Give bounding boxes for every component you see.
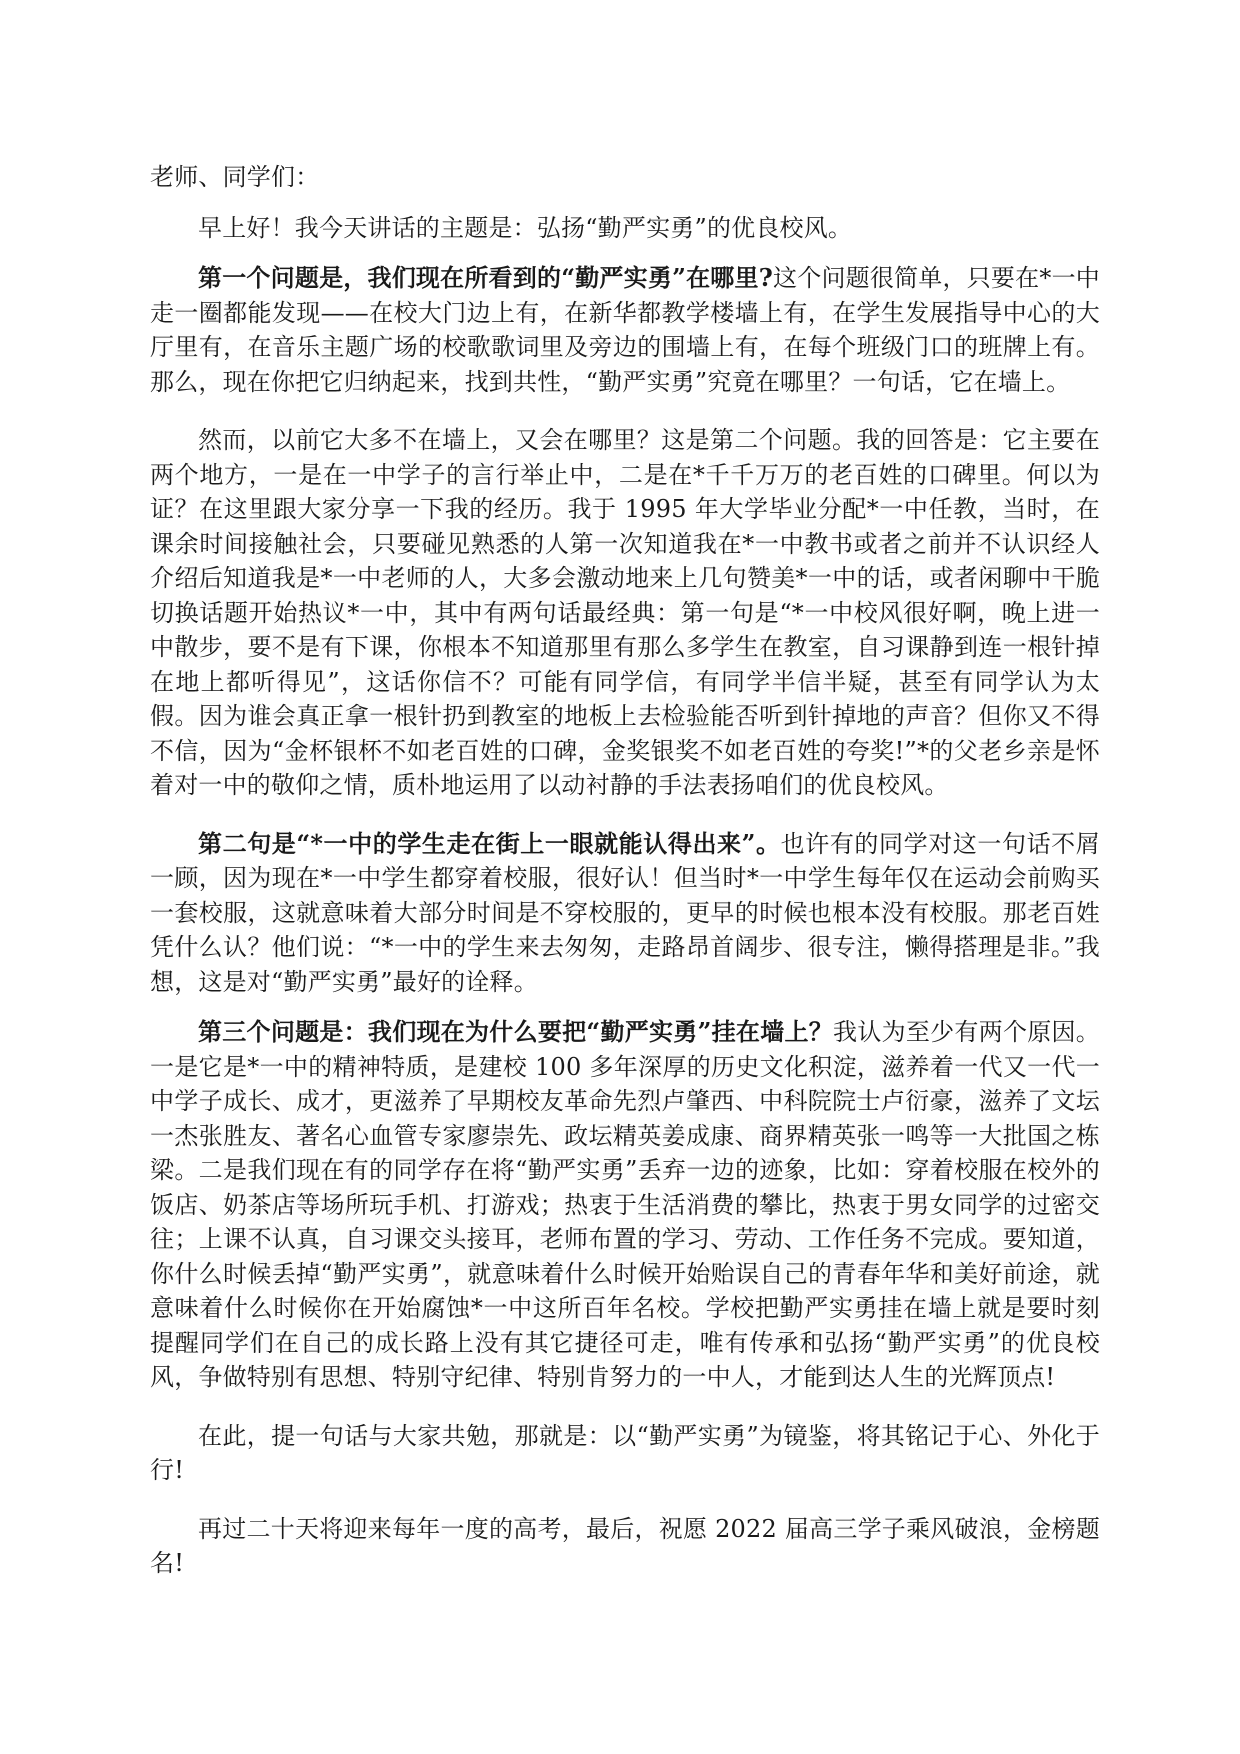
paragraph-text: 然而，以前它大多不在墙上，又会在哪里？这是第二个问题。我的回答是：它主要在两个地方，一是在一中学子的言行举止中，二是在*千千万万的老百姓的口碑里。何以为证？在这里跟大家分享一下我的经历。我于 1995 年大学毕业分配*一中任教，当时，在课余时间接触社会，只要碰见熟悉的人第一次知道我在*一中教书或者之前并不认识经人介绍后知道我是*一中老师的人，大多会激动地来上几句赞美*一中的话，或者闲聊中干脆切换话题开始热议*一中，其中有两句话最经典：第一句是“*一中校风很好啊，晚上进一中散步，要不是有下课，你根本不知道那里有那么多学生在教室，自习课静到连一根针掉在地上都听得见”，这话你信不？可能有同学信，有同学半信半疑，甚至有同学认为太假。因为谁会真正拿一根针扔到教室的地板上去检验能否听到针掉地的声音？但你又不得不信，因为“金杯银杯不如老百姓的口碑，金奖银奖不如老百姓的夸奖!”*的父老乡亲是怀着对一中的敬仰之情，质朴地运用了以动衬静的手法表扬咱们的优良校风。 [150, 426, 1100, 799]
paragraph-text: 再过二十天将迎来每年一度的高考，最后，祝愿 2022 届高三学子乘风破浪，金榜题名! [150, 1514, 1100, 1577]
salutation: 老师、同学们： [150, 163, 320, 191]
paragraph-text: 早上好！我今天讲话的主题是：弘扬“勤严实勇”的优良校风。 [198, 213, 853, 242]
paragraph-question-one [150, 261, 1100, 399]
paragraph-text: 在此，提一句话与大家共勉，那就是：以“勤严实勇”为镜鉴，将其铭记于心、外化于行! [150, 1421, 1100, 1484]
paragraph-second-saying [150, 827, 1100, 1000]
paragraph-lead: 第三个问题是：我们现在为什么要把“勤严实勇”挂在墙上？ [198, 1017, 834, 1046]
paragraph-motto [150, 1419, 1100, 1488]
paragraph-lead: 第二句是“*一中的学生走在街上一眼就能认得出来”。 [198, 828, 781, 858]
paragraph-text: 我认为至少有两个原因。一是它是*一中的精神特质，是建校 100 多年深厚的历史文化积淀，滋养着一代又一代一中学子成长、成才，更滋养了早期校友革命先烈卢肇西、中科院院士卢衍豪，滋养了文坛一杰张胜友、著名心血管专家廖崇先、政坛精英姜成康、商界精英张一鸣等一大批国之栋梁。二是我们现在有的同学存在将“勤严实勇”丢弃一边的迹象，比如：穿着校服在校外的饭店、奶茶店等场所玩手机、打游戏；热衷于生活消费的攀比，热衷于男女同学的过密交往；上课不认真，自习课交头接耳，老师布置的学习、劳动、工作任务不完成。要知道，你什么时候丢掉“勤严实勇”，就意味着什么时候开始贻误自己的青春年华和美好前途，就意味着什么时候你在开始腐蚀*一中这所百年名校。学校把勤严实勇挂在墙上就是要时刻提醒同学们在自己的成长路上没有其它捷径可走，唯有传承和弘扬“勤严实勇”的优良校风，争做特别有思想、特别守纪律、特别肯努力的一中人，才能到达人生的光辉顶点! [150, 1018, 1100, 1391]
paragraph-question-three [150, 1015, 1100, 1395]
paragraph-closing [150, 1512, 1100, 1581]
paragraph-question-two [150, 423, 1100, 803]
paragraph-text: 这个问题很简单，只要在*一中走一圈都能发现——在校大门边上有，在新华都教学楼墙上有，在学生发展指导中心的大厅里有，在音乐主题广场的校歌歌词里及旁边的围墙上有，在每个班级门口的班牌上有。那么，现在你把它归纳起来，找到共性，“勤严实勇”究竟在哪里？一句话，它在墙上。 [150, 264, 1100, 396]
paragraph-text: 也许有的同学对这一句话不屑一顾，因为现在*一中学生都穿着校服，很好认！但当时*一中学生每年仅在运动会前购买一套校服，这就意味着大部分时间是不穿校服的，更早的时候也根本没有校服。那老百姓凭什么认？他们说：“*一中的学生来去匆匆，走路昂首阔步、很专注，懒得搭理是非。”我想，这是对“勤严实勇”最好的诠释。 [150, 829, 1100, 996]
paragraph-lead: 第一个问题是，我们现在所看到的“勤严实勇”在哪里? [198, 263, 773, 292]
document-page [150, 160, 1100, 1581]
paragraph-greeting [150, 211, 1100, 246]
